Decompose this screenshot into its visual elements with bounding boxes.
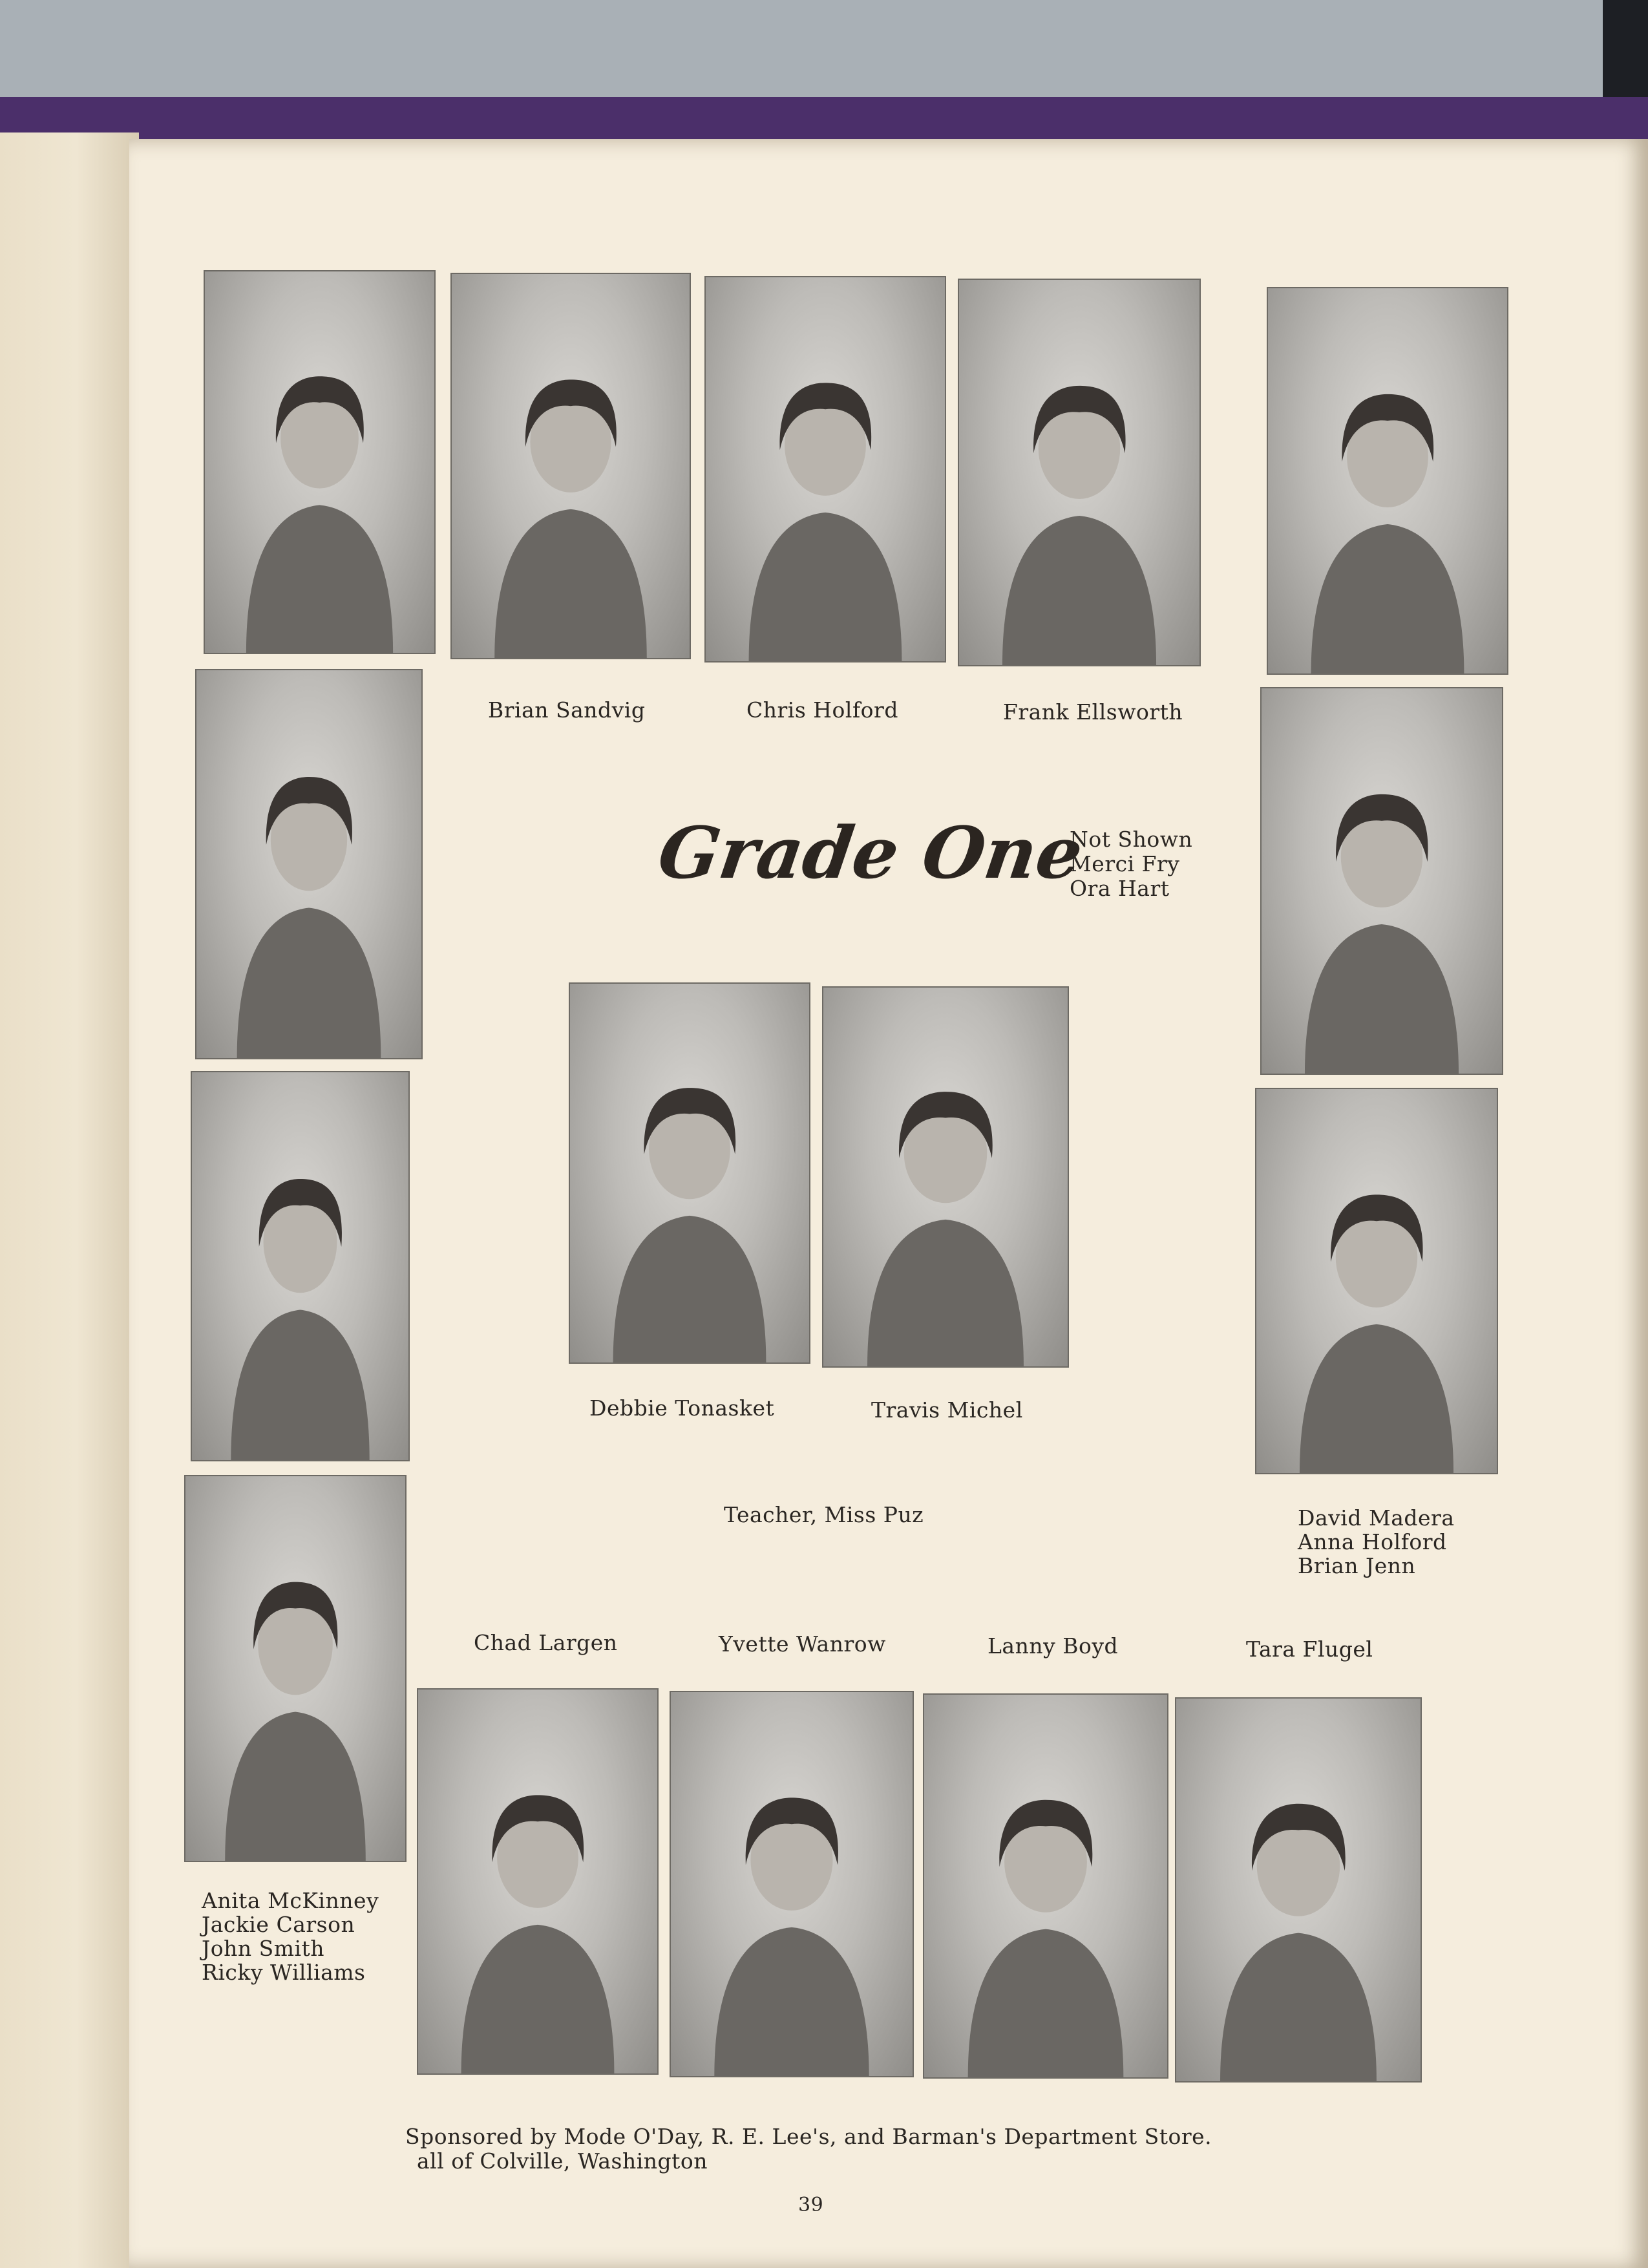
student-photo [195, 669, 423, 1059]
student-caption: Frank Ellsworth [1003, 699, 1183, 725]
student-photo [923, 1693, 1168, 2079]
sponsor-line: all of Colville, Washington [417, 2148, 708, 2174]
student-photo [450, 273, 691, 659]
student-caption: Anna Holford [1298, 1529, 1447, 1554]
student-photo [704, 276, 946, 662]
student-caption: Jackie Carson [202, 1912, 355, 1937]
portrait-silhouette [1256, 1089, 1497, 1473]
student-caption: Debbie Tonasket [589, 1395, 775, 1421]
not-shown-label: Not Shown [1070, 827, 1193, 852]
student-caption: Brian Sandvig [488, 697, 646, 723]
portrait-silhouette [1268, 288, 1507, 673]
student-photo [417, 1688, 659, 2075]
student-caption: Chris Holford [746, 697, 898, 723]
portrait-silhouette [924, 1695, 1167, 2077]
student-caption: David Madera [1298, 1505, 1455, 1531]
page-title: Grade One [653, 811, 1088, 895]
student-photo [1175, 1697, 1422, 2083]
student-caption: Anita McKinney [202, 1888, 379, 1913]
student-caption: Brian Jenn [1298, 1553, 1416, 1578]
student-photo [1267, 287, 1508, 675]
student-caption: Yvette Wanrow [719, 1631, 886, 1657]
student-photo [822, 986, 1069, 1368]
student-caption: John Smith [202, 1936, 325, 1961]
student-photo [670, 1691, 914, 2077]
portrait-silhouette [418, 1690, 657, 2073]
portrait-silhouette [452, 274, 690, 658]
portrait-silhouette [1176, 1699, 1421, 2081]
student-photo [1255, 1088, 1498, 1474]
portrait-silhouette [196, 670, 421, 1058]
student-photo [184, 1475, 407, 1862]
student-caption: Chad Largen [474, 1630, 618, 1655]
left-page-edge [0, 132, 139, 2268]
portrait-silhouette [1262, 688, 1502, 1074]
student-photo [1260, 687, 1503, 1075]
scanner-background [0, 0, 1648, 103]
not-shown-name: Merci Fry [1070, 851, 1180, 876]
portrait-silhouette [185, 1476, 405, 1861]
student-caption: Ricky Williams [202, 1960, 366, 1985]
student-caption: Travis Michel [871, 1397, 1023, 1423]
not-shown-name: Ora Hart [1070, 876, 1170, 901]
student-photo [191, 1071, 410, 1461]
portrait-silhouette [192, 1072, 408, 1460]
portrait-silhouette [823, 988, 1068, 1366]
portrait-silhouette [205, 271, 434, 653]
student-photo [958, 279, 1201, 666]
student-caption: Lanny Boyd [988, 1633, 1119, 1659]
portrait-silhouette [706, 277, 945, 661]
student-caption: Tara Flugel [1246, 1637, 1373, 1662]
sponsor-line: Sponsored by Mode O'Day, R. E. Lee's, and Barman's Department Store. [405, 2124, 1212, 2149]
portrait-silhouette [671, 1692, 913, 2076]
portrait-silhouette [959, 280, 1199, 665]
student-photo [204, 270, 436, 654]
page-number: 39 [798, 2194, 824, 2216]
teacher-caption: Teacher, Miss Puz [724, 1502, 924, 1527]
portrait-silhouette [570, 984, 809, 1362]
student-photo [569, 982, 810, 1364]
